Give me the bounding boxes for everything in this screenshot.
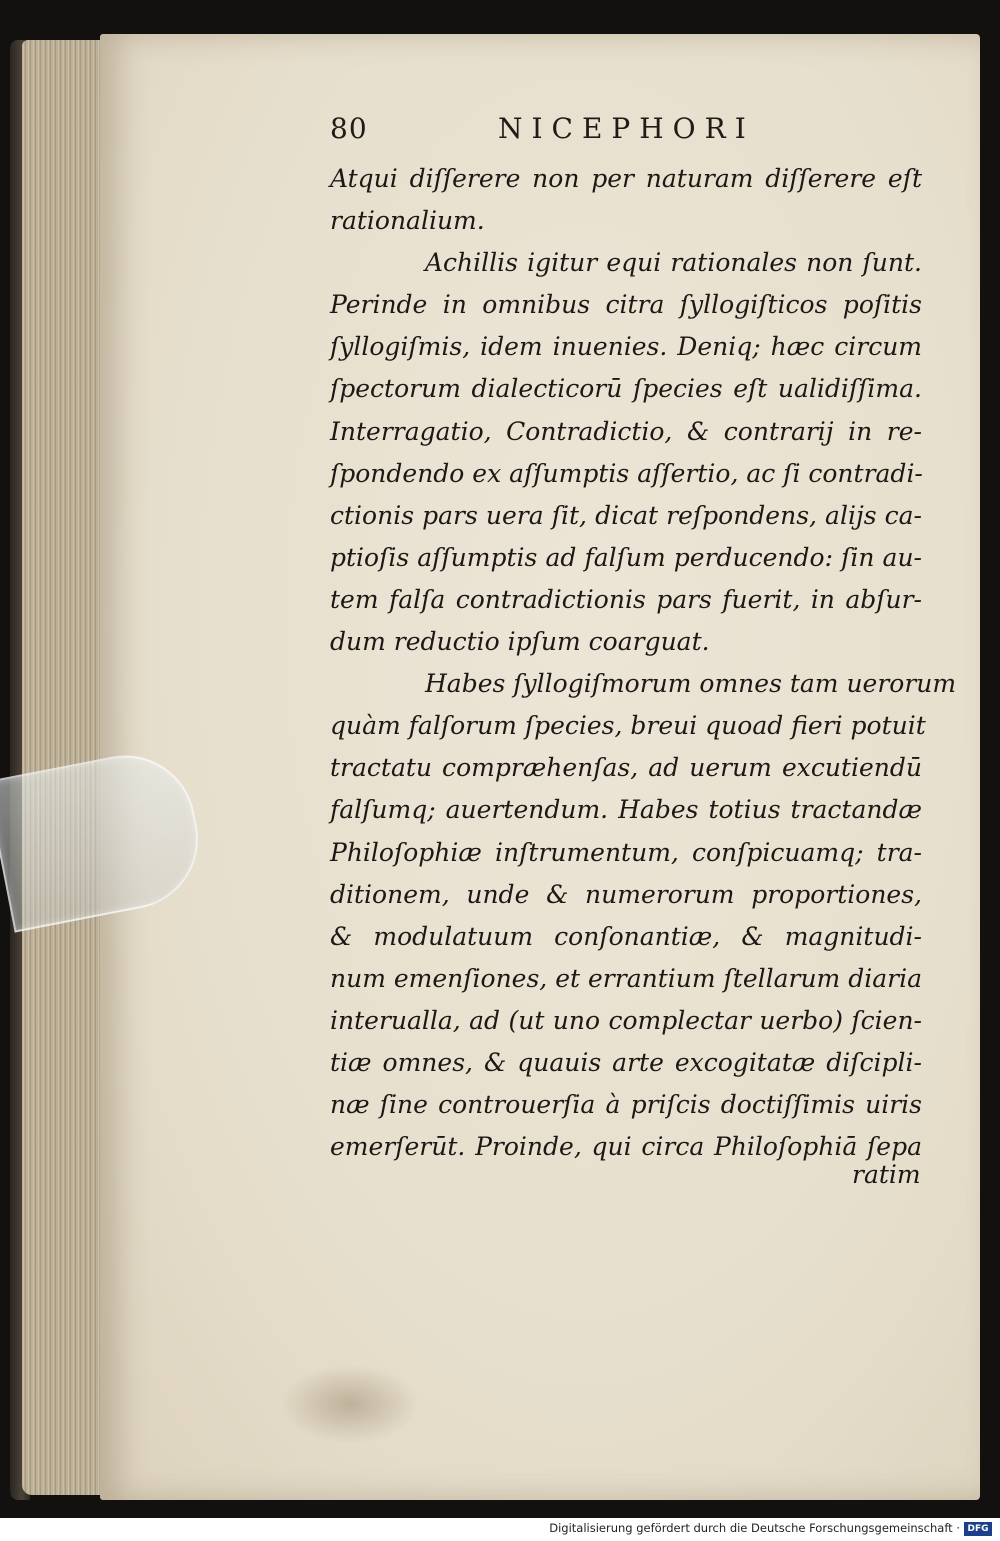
text-line: Atqui diſſerere non per naturam diſſerere eſt: [330, 164, 922, 193]
text-line: tiæ omnes, & quauis arte excogitatæ diſcipli-: [330, 1047, 922, 1077]
text-line: & modulatuum conſonantiæ, & magnitudi-: [330, 921, 922, 951]
text-line: interualla, ad (ut uno complectar uerbo) ſcien-: [330, 1005, 922, 1035]
running-head: NICEPHORI: [498, 112, 755, 145]
text-line: ſpectorum dialecticorū ſpecies eſt ualidiſſima.: [330, 374, 922, 404]
text-line: ſpondendo ex aſſumptis aſſertio, ac ſi contradi-: [330, 458, 923, 488]
text-line: dum reductio ipſum coarguat.: [330, 627, 710, 657]
text-line: Perinde in omnibus citra ſyllogiſticos poſitis: [330, 290, 922, 320]
page-number: 80: [330, 112, 368, 145]
text-line: tem falſa contradictionis pars fuerit, in abſur-: [330, 584, 922, 614]
text-line: rationalium.: [330, 206, 485, 236]
page-stain: [280, 1364, 420, 1444]
text-line: Philoſophiæ inſtrumentum, conſpicuamq; tra-: [330, 837, 922, 867]
text-line: Interragatio, Contradictio, & contrarij in re-: [330, 416, 922, 446]
text-line: ſyllogiſmis, idem inuenies. Deniq; hæc circum: [330, 332, 922, 362]
text-line: Achillis igitur equi rationales non ſunt.: [425, 248, 922, 278]
funding-credit: Digitalisierung gefördert durch die Deutsche Forschungsgemeinschaft ·: [549, 1521, 960, 1535]
text-line: Habes ſyllogiſmorum omnes tam uerorum: [425, 669, 957, 699]
footer-bar: [0, 1518, 1000, 1541]
text-line: num emenſiones, et errantium ſtellarum diaria: [330, 963, 922, 993]
text-line: falſumq; auertendum. Habes totius tractandæ: [330, 795, 922, 825]
text-line: ditionem, unde & numerorum proportiones,: [330, 879, 922, 909]
text-line: ctionis pars uera ſit, dicat reſpondens, alijs ca-: [330, 500, 922, 530]
dfg-logo: DFG: [964, 1522, 992, 1536]
text-line: tractatu compræhenſas, ad uerum excutiendū: [330, 753, 922, 783]
text-line: quàm falſorum ſpecies, breui quoad fieri potuit: [330, 711, 926, 741]
body-text: [330, 158, 957, 1168]
text-line: ptioſis aſſumptis ad falſum perducendo: ſin au-: [330, 542, 922, 572]
page-header: [330, 112, 890, 152]
catchword: ratim: [852, 1160, 921, 1189]
text-line: næ ſine controuerſia à priſcis doctiſſimis uiris: [330, 1090, 922, 1120]
text-line: emerſerūt. Proinde, qui circa Philoſophiā ſepa: [330, 1132, 922, 1162]
